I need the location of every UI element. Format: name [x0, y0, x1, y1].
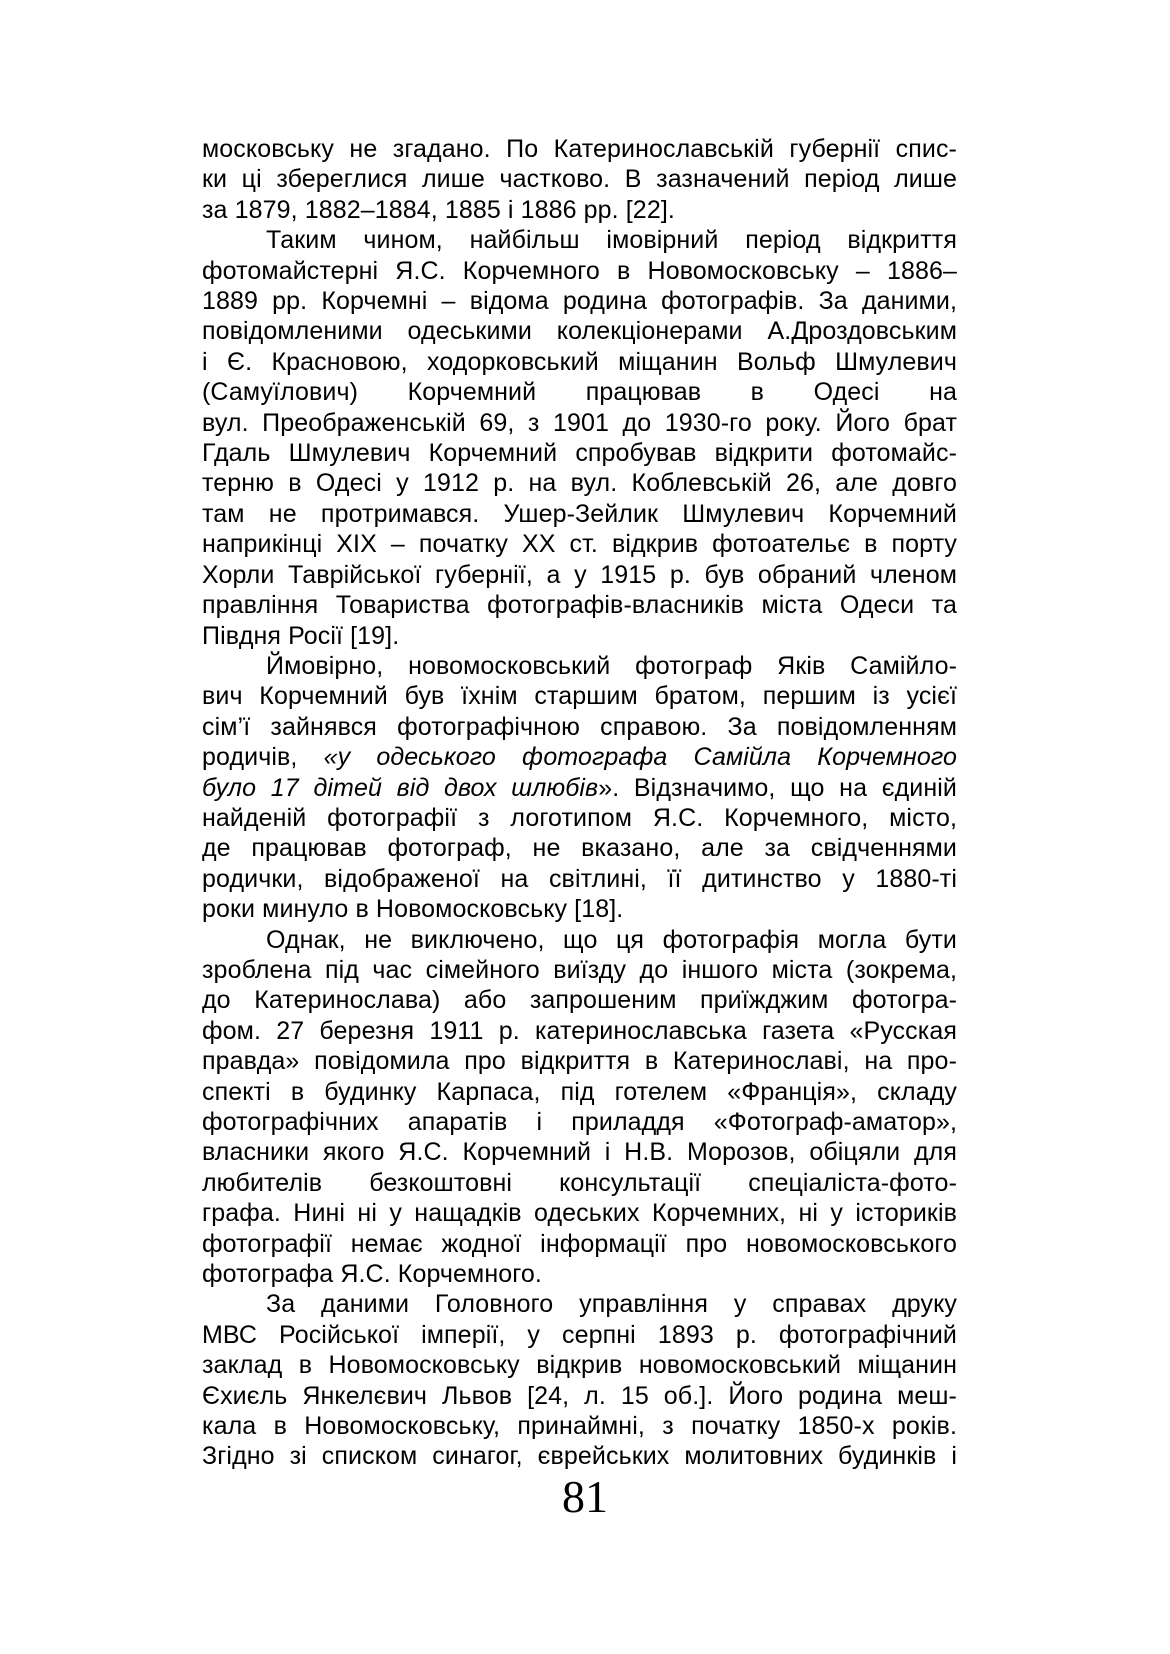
page-number: 81 — [562, 1471, 608, 1522]
text-segment: Хорли Таврійської губернії, а у 1915 р. був обраний членом — [202, 560, 957, 589]
text-line — [202, 164, 957, 194]
text-segment: вич Корчемний був їхнім старшим братом, першим із усієї — [202, 682, 957, 711]
italic-text-segment: «у одеського фотографа Самійла Корчемного — [323, 743, 957, 772]
text-line — [202, 256, 957, 286]
text-segment: Однак, не виключено, що ця фотографія могла бути — [266, 925, 957, 954]
text-segment: За даними Головного управління у справах друку — [266, 1290, 957, 1319]
text-segment: спекті в будинку Карпаса, під готелем «Франція», складу — [202, 1077, 957, 1106]
text-line — [202, 1381, 957, 1411]
text-line — [202, 681, 957, 711]
text-segment: терню в Одесі у 1912 р. на вул. Коблевській 26, але довго — [202, 469, 957, 498]
text-segment: за 1879, 1882–1884, 1885 і 1886 рр. [22]. — [202, 195, 675, 224]
text-segment: власники якого Я.С. Корчемний і Н.В. Морозов, обіцяли для — [202, 1138, 957, 1167]
text-line — [202, 651, 957, 681]
text-block — [202, 134, 957, 1472]
text-line — [202, 529, 957, 559]
text-segment: Ймовірно, новомосковський фотограф Яків Самійло- — [266, 651, 957, 680]
text-segment: фотографії немає жодної інформації про новомосковського — [202, 1229, 957, 1258]
text-line — [202, 134, 957, 164]
text-line — [202, 377, 957, 407]
italic-text-segment: було 17 дітей від двох шлюбів — [202, 773, 599, 802]
text-line — [202, 742, 957, 772]
text-segment: фом. 27 березня 1911 р. катеринославська газета «Русская — [202, 1016, 957, 1045]
text-segment: фотографічних апаратів і приладдя «Фотограф-аматор», — [202, 1108, 957, 1136]
text-line — [202, 833, 957, 863]
text-line — [202, 1077, 957, 1107]
text-line — [202, 1137, 957, 1167]
text-segment: правління Товариства фотографів-власників міста Одеси та — [202, 591, 957, 620]
text-line — [202, 955, 957, 985]
text-segment: МВС Російської імперії, у серпні 1893 р. фотографічний — [202, 1320, 957, 1349]
text-line — [202, 1320, 957, 1350]
text-line — [202, 925, 957, 955]
text-segment: роки минуло в Новомосковську [18]. — [202, 895, 624, 924]
text-line — [202, 1441, 957, 1471]
text-line — [202, 1259, 957, 1289]
text-line — [202, 621, 957, 651]
text-segment: і Є. Красновою, ходорковський міщанин Вольф Шмулевич — [202, 347, 957, 376]
text-line — [202, 1168, 957, 1198]
text-line — [202, 864, 957, 894]
text-segment: графа. Нині ні у нащадків одеських Корчемних, ні у істориків — [202, 1199, 957, 1228]
text-line — [202, 590, 957, 620]
text-line — [202, 1229, 957, 1259]
text-segment: Згідно зі списком синагог, єврейських молитовних будинків і — [202, 1442, 957, 1471]
text-line — [202, 894, 957, 924]
text-line — [202, 1046, 957, 1076]
text-segment: вул. Преображенській 69, з 1901 до 1930-го року. Його брат — [202, 408, 957, 437]
text-segment: сім’ї зайнявся фотографічною справою. За повідомленням — [202, 712, 957, 741]
text-segment: Гдаль Шмулевич Корчемний спробував відкрити фотомайс- — [202, 439, 957, 468]
text-segment: (Самуїлович) Корчемний працював в Одесі на — [202, 378, 957, 407]
text-segment: де працював фотограф, не вказано, але за свідченнями — [202, 834, 957, 863]
text-line — [202, 347, 957, 377]
text-segment: правда» повідомила про відкриття в Катеринославі, на про- — [202, 1047, 957, 1076]
text-line — [202, 1350, 957, 1380]
text-segment: родичів, — [202, 743, 324, 772]
text-segment: московську не згадано. По Катеринославській губернії спис- — [202, 135, 957, 163]
text-line — [202, 1016, 957, 1046]
text-segment: ки ці збереглися лише частково. В зазначений період лише — [202, 165, 957, 194]
text-segment: наприкінці XIX – початку XX ст. відкрив фотоательє в порту — [202, 530, 957, 559]
text-line — [202, 1411, 957, 1441]
text-line — [202, 499, 957, 529]
text-line — [202, 408, 957, 438]
text-line — [202, 773, 957, 803]
text-line — [202, 1198, 957, 1228]
text-line — [202, 286, 957, 316]
text-segment: фотографа Я.С. Корчемного. — [202, 1260, 542, 1289]
text-segment: кала в Новомосковську, принаймні, з початку 1850-х років. — [202, 1412, 957, 1441]
text-segment: повідомленими одеськими колекціонерами А.Дроздовським — [202, 317, 957, 346]
text-segment: 1889 рр. Корчемні – відома родина фотографів. За даними, — [202, 287, 957, 316]
text-line — [202, 468, 957, 498]
text-segment: Єхиєль Янкелєвич Львов [24, л. 15 об.]. Його родина меш- — [202, 1381, 957, 1410]
text-segment: ». Відзначимо, що на єдиній — [598, 773, 957, 802]
text-segment: родички, відображеної на світлині, її дитинство у 1880-ті — [202, 864, 957, 893]
text-segment: зроблена під час сімейного виїзду до іншого міста (зокрема, — [202, 955, 957, 984]
text-segment: заклад в Новомосковську відкрив новомосковський міщанин — [202, 1351, 957, 1380]
text-segment: до Катеринослава) або запрошеним приїжджим фотогра- — [202, 986, 957, 1015]
text-line — [202, 712, 957, 742]
text-segment: найденій фотографії з логотипом Я.С. Корчемного, місто, — [202, 803, 957, 832]
text-segment: любителів безкоштовні консультації спеціаліста-фото- — [202, 1168, 957, 1197]
text-line — [202, 803, 957, 833]
text-segment: Таким чином, найбільш імовірний період відкриття — [266, 226, 957, 255]
text-segment: Півдня Росії [19]. — [202, 621, 400, 650]
text-segment: там не протримався. Ушер-Зейлик Шмулевич Корчемний — [202, 499, 957, 528]
text-segment: фотомайстерні Я.С. Корчемного в Новомосковську – 1886– — [202, 256, 957, 285]
text-line — [202, 316, 957, 346]
text-line — [202, 1289, 957, 1319]
text-line — [202, 560, 957, 590]
text-line — [202, 1107, 957, 1137]
text-line — [202, 225, 957, 255]
text-line — [202, 195, 957, 225]
text-line — [202, 438, 957, 468]
text-line — [202, 985, 957, 1015]
